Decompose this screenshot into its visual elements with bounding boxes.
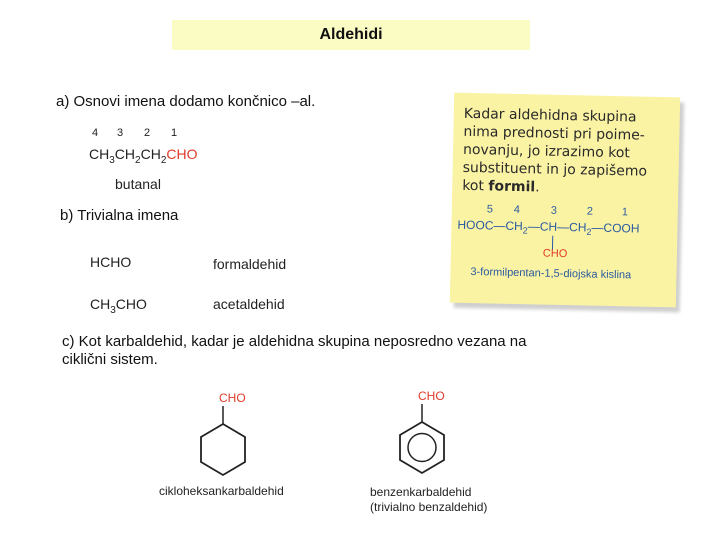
- note-chain-hooc: HOOC: [457, 217, 494, 233]
- butanal-name: butanal: [115, 176, 161, 192]
- note-number-2: 2: [586, 205, 594, 218]
- aldehyde-group: CHO: [166, 146, 198, 162]
- note-number-4: 4: [513, 203, 521, 217]
- note-number-5: 5: [486, 203, 494, 216]
- benzene-name: benzenkarbaldehid: [370, 485, 472, 499]
- benzene-ring: [400, 422, 444, 473]
- carbon-number-2: 2: [144, 127, 151, 139]
- note-line-4: substituent in jo zapišemo: [462, 159, 648, 180]
- note-line-1: Kadar aldehidna skupina: [463, 105, 637, 126]
- benzene-aromatic-circle: [408, 434, 436, 462]
- note-bold-word: formil: [488, 178, 536, 196]
- note-chain-cooh: COOH: [603, 220, 640, 236]
- note-line-3: novanju, jo izrazimo kot: [462, 141, 631, 162]
- note-number-3: 3: [550, 204, 558, 217]
- butanal-formula: $CH_3CH_2CH_2CHO$: [89, 146, 198, 166]
- note-line-5-text: kot: [462, 177, 489, 195]
- section-c-heading-2: ciklični sistem.: [62, 351, 158, 368]
- carbon-number-4: 4: [92, 127, 99, 139]
- note-period: .: [535, 179, 540, 196]
- note-line-2: nima prednosti pri poime-: [463, 123, 645, 144]
- note-chain: $HOOC—CH_2—CH—CH_2—COOH$: [457, 217, 640, 237]
- acetaldehyde-name: acetaldehid: [213, 296, 285, 312]
- page-title: [172, 20, 530, 50]
- benzene-cho-label: CHO: [418, 389, 445, 403]
- section-b-heading: b) Trivialna imena: [60, 207, 179, 224]
- section-c-heading-1: c) Kot karbaldehid, kadar je aldehidna skupina neposredno vezana na: [62, 333, 527, 350]
- formaldehyde-name: formaldehid: [213, 256, 287, 272]
- note-substituent: CHO: [542, 247, 568, 261]
- note-number-1: 1: [621, 206, 629, 219]
- cyclo-cho-label: CHO: [219, 391, 246, 405]
- formyl-note: [450, 93, 680, 308]
- benzene-trivial-name: (trivialno benzaldehid): [370, 500, 488, 514]
- page-title-text: Aldehidi: [319, 26, 383, 43]
- cyclohexane-ring: [201, 424, 245, 475]
- cyclo-name: cikloheksankarbaldehid: [159, 484, 284, 498]
- carbon-number-1: 1: [171, 127, 178, 139]
- note-compound-name: 3-formilpentan-1,5-diojska kislina: [470, 266, 632, 282]
- section-a-heading: a) Osnovi imena dodamo končnico –al.: [56, 93, 316, 110]
- acetaldehyde-formula: $CH_3CHO$: [90, 296, 147, 316]
- formaldehyde-formula: HCHO: [90, 254, 132, 270]
- note-text: [462, 105, 664, 199]
- carbon-number-3: 3: [117, 127, 124, 139]
- note-chain-ch: CH: [539, 219, 558, 234]
